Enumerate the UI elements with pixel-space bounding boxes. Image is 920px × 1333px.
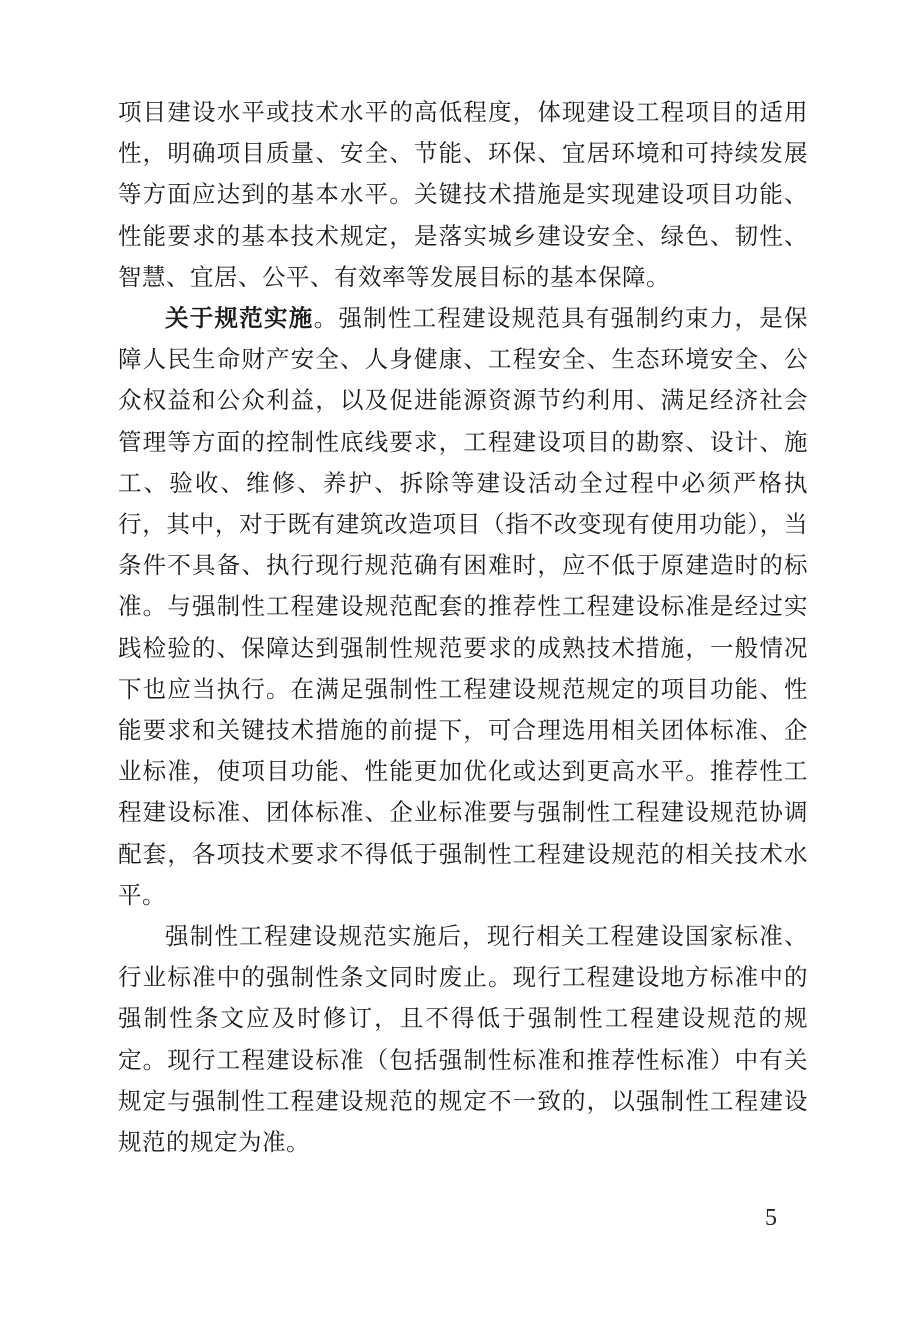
paragraph-implementation [118, 298, 808, 916]
paragraph-repeal [118, 916, 808, 1163]
paragraph-text: 。强制性工程建设规范具有强制约束力，是保障人民生命财产安全、人身健康、工程安全、生态环境安全、公众权益和公众利益，以及促进能源资源节约利用、满足经济社会管理等方面的控制性底线要求，工程建设项目的勘察、设计、施工、验收、维修、养护、拆除等建设活动全过程中必须严格执行，其中，对于既有建筑改造项目（指不改变现有使用功能），当条件不具备、执行现行规范确有困难时，应不低于原建造时的标准。与强制性工程建设规范配套的推荐性工程建设标准是经过实践检验的、保障达到强制性规范要求的成熟技术措施，一般情况下也应当执行。在满足强制性工程建设规范规定的项目功能、性能要求和关键技术措施的前提下，可合理选用相关团体标准、企业标准，使项目功能、性能更加优化或达到更高水平。推荐性工程建设标准、团体标准、企业标准要与强制性工程建设规范协调配套，各项技术要求不得低于强制性工程建设规范的相关技术水平。 [118, 304, 809, 909]
paragraph-text: 强制性工程建设规范实施后，现行相关工程建设国家标准、行业标准中的强制性条文同时废止。现行工程建设地方标准中的强制性条文应及时修订，且不得低于强制性工程建设规范的规定。现行工程建设标准（包括强制性标准和推荐性标准）中有关规定与强制性工程建设规范的规定不一致的，以强制性工程建设规范的规定为准。 [118, 922, 808, 1157]
page-number: 5 [765, 1205, 777, 1231]
paragraph-lead-heading: 关于规范实施 [165, 304, 314, 333]
document-body [118, 92, 808, 1163]
paragraph-continuation [118, 92, 808, 298]
paragraph-text: 项目建设水平或技术水平的高低程度，体现建设工程项目的适用性，明确项目质量、安全、节能、环保、宜居环境和可持续发展等方面应达到的基本水平。关键技术措施是实现建设项目功能、性能要求的基本技术规定，是落实城乡建设安全、绿色、韧性、智慧、宜居、公平、有效率等发展目标的基本保障。 [118, 98, 808, 291]
